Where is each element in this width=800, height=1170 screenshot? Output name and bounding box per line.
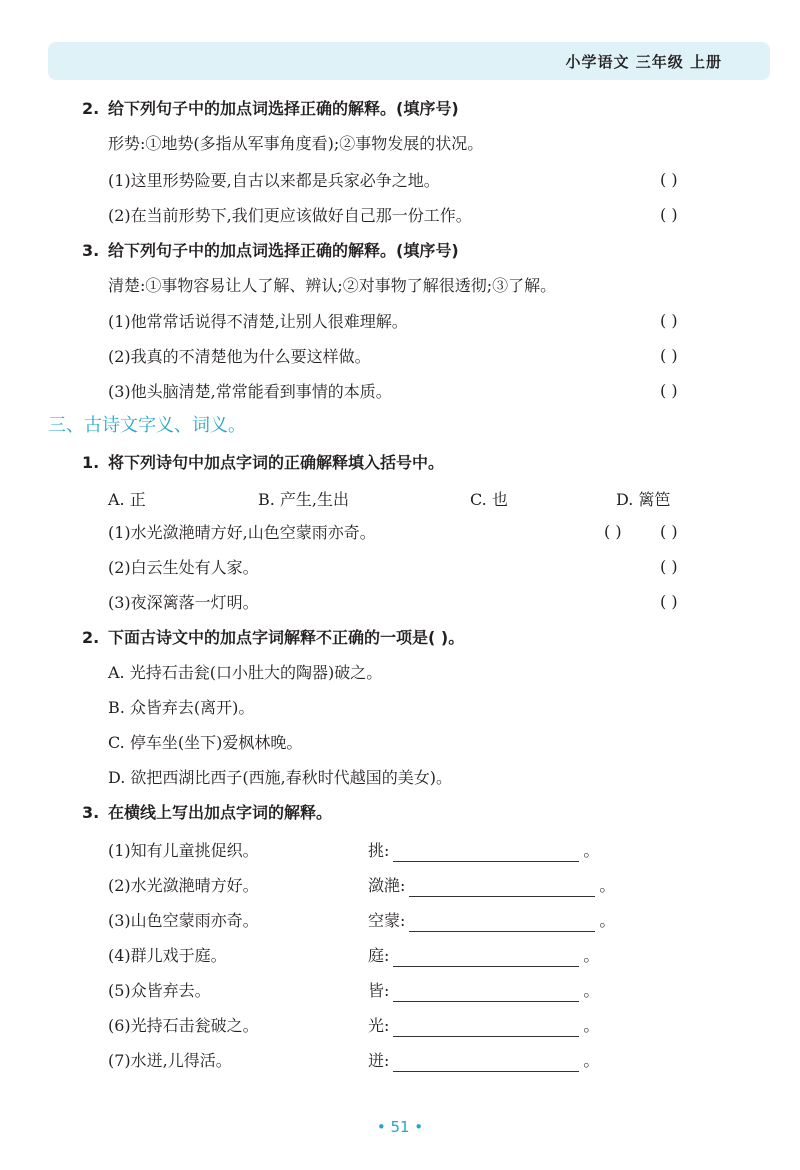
answer-box[interactable]: ( ) xyxy=(660,170,678,189)
answer-box[interactable]: ( ) xyxy=(660,205,678,224)
q3-item-2: (2)我真的不清楚他为什么要这样做。 xyxy=(108,347,371,366)
option-a: A. 正 xyxy=(108,490,146,509)
s3q2-option-d: D. 欲把西湖比西子(西施,春秋时代越国的美女)。 xyxy=(108,768,453,787)
answer-box[interactable]: ( ) xyxy=(660,346,678,365)
option-b: B. 产生,生出 xyxy=(258,490,350,509)
answer-box[interactable]: ( ) xyxy=(660,592,678,611)
s3q1-item-2: (2)白云生处有人家。 xyxy=(108,558,259,577)
s3q3-answer-row: 空蒙: 。 xyxy=(368,911,616,930)
s3q1-item-1: (1)水光潋滟晴方好,山色空蒙雨亦奇。 xyxy=(108,523,376,542)
s3q3-answer-row: 光: 。 xyxy=(368,1016,600,1035)
q2-item-1: (1)这里形势险要,自古以来都是兵家必争之地。 xyxy=(108,171,440,190)
answer-blank[interactable] xyxy=(393,843,579,862)
book-title: 小学语文 三年级 上册 xyxy=(565,53,722,71)
answer-blank[interactable] xyxy=(393,1053,579,1072)
answer-blank[interactable] xyxy=(393,948,579,967)
s3q2-option-c: C. 停车坐(坐下)爱枫林晚。 xyxy=(108,733,303,752)
s3q3-answer-row: 皆: 。 xyxy=(368,981,600,1000)
answer-box[interactable]: ( ) xyxy=(660,522,678,541)
s3q3-answer-row: 迸: 。 xyxy=(368,1051,600,1070)
q2-definition: 形势:①地势(多指从军事角度看);②事物发展的状况。 xyxy=(108,134,484,153)
s3q3-item-7: (7)水迸,儿得活。 xyxy=(108,1051,232,1070)
s3q3-item-4: (4)群儿戏于庭。 xyxy=(108,946,227,965)
answer-blank[interactable] xyxy=(409,913,595,932)
answer-box[interactable]: ( ) xyxy=(660,557,678,576)
page-number: • 51 • xyxy=(376,1118,424,1136)
s3q2-option-b: B. 众皆弃去(离开)。 xyxy=(108,698,255,717)
answer-blank[interactable] xyxy=(409,878,595,897)
s3q3-item-1: (1)知有儿童挑促织。 xyxy=(108,841,259,860)
s3q3-item-6: (6)光持石击瓮破之。 xyxy=(108,1016,259,1035)
q2-item-2: (2)在当前形势下,我们更应该做好自己那一份工作。 xyxy=(108,206,472,225)
s3q2-option-a: A. 光持石击瓮(口小肚大的陶器)破之。 xyxy=(108,663,383,682)
option-d: D. 篱笆 xyxy=(616,490,671,509)
answer-box[interactable]: ( ) xyxy=(660,311,678,330)
question-3-title: 3. 给下列句子中的加点词选择正确的解释。(填序号) xyxy=(82,241,459,260)
answer-box[interactable]: ( ) xyxy=(660,381,678,400)
header-bar xyxy=(48,42,770,80)
s3q3-answer-row: 挑: 。 xyxy=(368,841,600,860)
s3q3-item-5: (5)众皆弃去。 xyxy=(108,981,211,1000)
s3q3-answer-row: 潋滟: 。 xyxy=(368,876,616,895)
answer-box[interactable]: ( ) xyxy=(604,522,622,541)
s3-question-1-title: 1. 将下列诗句中加点字词的正确解释填入括号中。 xyxy=(82,453,445,472)
question-2-title: 2. 给下列句子中的加点词选择正确的解释。(填序号) xyxy=(82,99,459,118)
s3q3-item-3: (3)山色空蒙雨亦奇。 xyxy=(108,911,259,930)
q3-item-3: (3)他头脑清楚,常常能看到事情的本质。 xyxy=(108,382,392,401)
s3-question-3-title: 3. 在横线上写出加点字词的解释。 xyxy=(82,803,333,822)
section-3-title: 三、古诗文字义、词义。 xyxy=(48,415,246,436)
s3q1-item-3: (3)夜深篱落一灯明。 xyxy=(108,593,259,612)
answer-blank[interactable] xyxy=(393,983,579,1002)
q3-definition: 清楚:①事物容易让人了解、辨认;②对事物了解很透彻;③了解。 xyxy=(108,276,557,295)
q3-item-1: (1)他常常话说得不清楚,让别人很难理解。 xyxy=(108,312,408,331)
answer-blank[interactable] xyxy=(393,1018,579,1037)
option-c: C. 也 xyxy=(470,490,508,509)
s3-question-2-title: 2. 下面古诗文中的加点字词解释不正确的一项是( )。 xyxy=(82,628,465,647)
s3q3-item-2: (2)水光潋滟晴方好。 xyxy=(108,876,259,895)
s3q3-answer-row: 庭: 。 xyxy=(368,946,600,965)
